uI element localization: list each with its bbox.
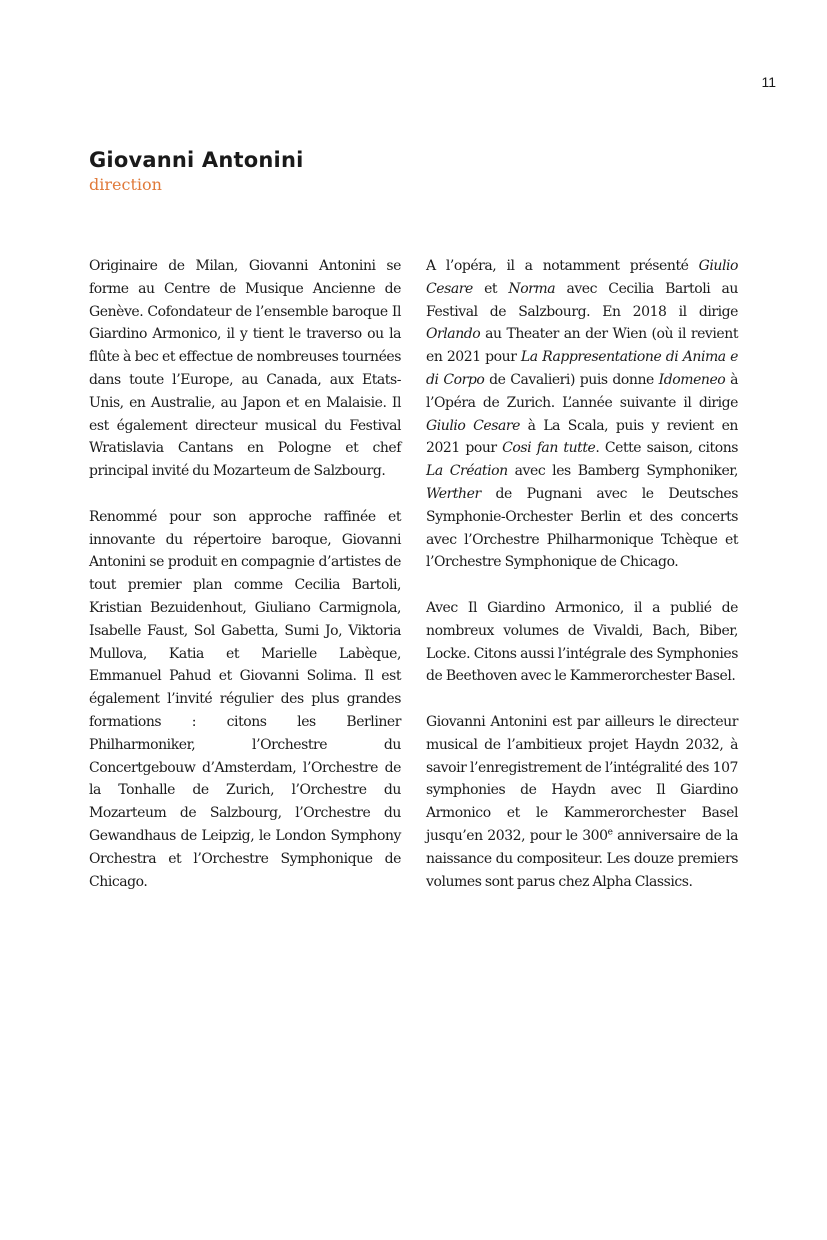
text-span: avec les Bamberg Symphoniker, (507, 463, 738, 480)
discography-paragraph: Avec Il Giardino Armonico, il a publié de nombreux volumes de Vivaldi, Bach, Biber, Locke. Citons aussi l’intégrale des Symphonies de Beethoven avec le Kammerorchester Basel. (426, 599, 738, 685)
artist-role: direction (89, 175, 162, 194)
bio-paragraph-1: Originaire de Milan, Giovanni Antonini se forme au Centre de Musique Ancienne de Genève. Cofondateur de l’ensemble baroque Il Giardino Armonico, il y tient le traverso ou la flûte à bec et effectue de nombreuses tournées dans toute l’Europe, au Canada, aux Etats-Unis, en Australie, au Japon et en Malaisie. Il est également directeur musical du Festival Wratislavia Cantans en Pologne et chef principal invité du Mozarteum de Salzbourg. (89, 258, 401, 480)
text-span: anniversaire de la naissance du compositeur. Les douze premiers volumes sont parus chez Alpha Classics. (426, 827, 738, 890)
text-span: . Cette saison, citons (595, 440, 738, 457)
text-span: au Theater an der Wien (où il revient en 2021 pour (426, 326, 738, 366)
text-span: de Cavalieri) puis donne (484, 371, 659, 388)
bio-paragraph-2: Renommé pour son approche raffinée et innovante du répertoire baroque, Giovanni Antonini se produit en compagnie d’artistes de tout premier plan comme Cecilia Bartoli, Kristian Bezuidenhout, Giuliano Carmignola, Isabelle Faust, Sol Gabetta, Sumi Jo, Viktoria Mullova, Katia et Marielle Labèque, Emmanuel Pahud et Giovanni Solima. Il est également l’invité régulier des plus grandes formations : citons les Berliner Philharmoniker, l’Orchestre du Concertgebouw d’Amsterdam, l’Orchestre de la Tonhalle de Zurich, l’Orchestre du Mozarteum de Salzbourg, l’Orchestre du Gewandhaus de Leipzig, le London Symphony Orchestra et l’Orchestre Symphonique de Chicago. (89, 508, 401, 890)
text-span: et (472, 280, 509, 297)
text-span: à l’Opéra de Zurich. L’année suivante il dirige (426, 371, 738, 411)
work-title: La Création (426, 463, 508, 480)
text-span: A l’opéra, il a notamment présenté (426, 258, 699, 274)
artist-name: Giovanni Antonini (89, 148, 304, 172)
opera-paragraph (426, 255, 738, 574)
right-column (426, 255, 738, 916)
title-block (89, 146, 304, 196)
haydn-project-paragraph (426, 711, 738, 893)
text-span: Giovanni Antonini est par ailleurs le directeur musical de l’ambitieux projet Haydn 2032, à savoir l’enregistrement de l’intégralité des 107 symphonies de Haydn avec Il Giardino Armonico et le Kammerorchester Basel jusqu’en 2032, pour le 300 (426, 713, 738, 844)
work-title: Cosi fan tutte (502, 440, 596, 457)
work-title: Orlando (426, 326, 481, 343)
work-title: Norma (508, 280, 556, 297)
work-title: Idomeneo (658, 371, 726, 388)
text-span: avec Cecilia Bartoli au Festival de Salzbourg. En 2018 il dirige (426, 280, 739, 320)
work-title: La Rappresentatione di Anima e di Corpo (426, 349, 738, 388)
work-title: Werther (426, 485, 481, 502)
ordinal-superscript: e (607, 827, 613, 838)
work-title: Giulio Cesare (426, 417, 520, 434)
text-span: de Pugnani avec le Deutsches Symphonie-Orchester Berlin et des concerts avec l’Orchestre Philharmonique Tchèque et l’Orchestre Symphonique de Chicago. (426, 485, 738, 571)
page-number: 11 (761, 74, 776, 90)
work-title: Giulio Cesare (426, 258, 738, 297)
text-span: à La Scala, puis y revient en 2021 pour (426, 417, 738, 457)
left-column (89, 255, 401, 916)
